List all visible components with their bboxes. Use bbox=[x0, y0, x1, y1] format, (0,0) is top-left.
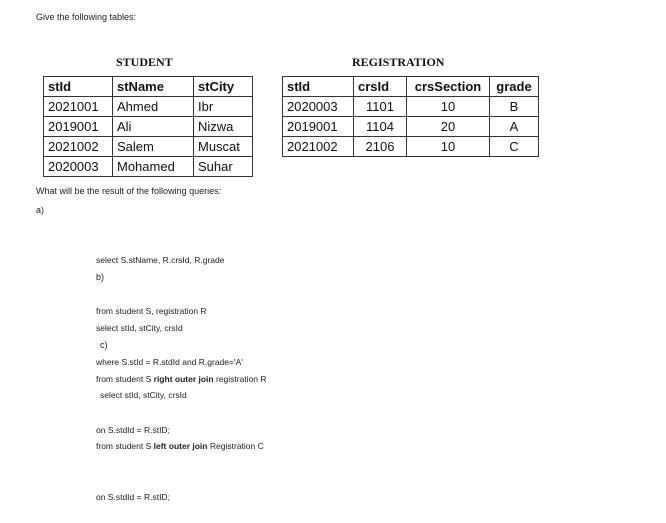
registration-table bbox=[282, 76, 539, 157]
column-header: stId bbox=[283, 77, 354, 97]
query-c-line bbox=[96, 438, 264, 455]
table-cell: 2019001 bbox=[283, 117, 354, 137]
query-c-line-pre: from student S bbox=[96, 441, 154, 451]
query-c bbox=[96, 353, 264, 523]
column-header: stCity bbox=[194, 77, 253, 97]
query-a-line: select S.stName, R.crsId, R.grade bbox=[96, 255, 225, 265]
table-cell: 1104 bbox=[354, 117, 407, 137]
table-cell: Muscat bbox=[194, 137, 253, 157]
registration-table-title: REGISTRATION bbox=[352, 55, 445, 69]
table-cell: A bbox=[490, 117, 539, 137]
query-c-line-post: Registration C bbox=[207, 441, 264, 451]
table-cell: Ibr bbox=[194, 97, 253, 117]
table-row bbox=[283, 97, 539, 117]
column-header: crsId bbox=[354, 77, 407, 97]
intro-text: Give the following tables: bbox=[36, 12, 137, 22]
table-cell: Suhar bbox=[194, 157, 253, 177]
table-row bbox=[283, 137, 539, 157]
table-row bbox=[283, 117, 539, 137]
table-cell: Mohamed bbox=[113, 157, 194, 177]
table-row bbox=[44, 137, 253, 157]
table-cell: 2020003 bbox=[283, 97, 354, 117]
table-cell: 2021001 bbox=[44, 97, 113, 117]
table-cell: 10 bbox=[407, 137, 490, 157]
table-cell: 1101 bbox=[354, 97, 407, 117]
student-table-title: STUDENT bbox=[116, 55, 173, 69]
query-b-join-keyword: right outer join bbox=[153, 374, 214, 384]
table-cell: Salem bbox=[113, 137, 194, 157]
query-c-line: select stId, stCity, crsId bbox=[100, 390, 187, 400]
table-cell: Ali bbox=[113, 117, 194, 137]
question-text: What will be the result of the following queries: bbox=[36, 186, 222, 196]
query-a-line: where S.stId = R.stdId and R.grade='A' bbox=[96, 357, 243, 367]
table-cell: 2020003 bbox=[44, 157, 113, 177]
column-header: stName bbox=[113, 77, 194, 97]
query-b-line: on S.stdId = R.stID; bbox=[96, 425, 170, 435]
query-b-line-pre: from student S bbox=[96, 374, 154, 384]
student-table bbox=[43, 76, 253, 177]
table-cell: Ahmed bbox=[113, 97, 194, 117]
query-a-line: from student S, registration R bbox=[96, 306, 207, 316]
column-header: crsSection bbox=[407, 77, 490, 97]
table-header-row bbox=[283, 77, 539, 97]
table-cell: Nizwa bbox=[194, 117, 253, 137]
table-row bbox=[44, 97, 253, 117]
table-cell: 2021002 bbox=[283, 137, 354, 157]
table-cell: 2106 bbox=[354, 137, 407, 157]
part-c-label: c) bbox=[100, 340, 108, 350]
table-cell: 2021002 bbox=[44, 137, 113, 157]
table-header-row bbox=[44, 77, 253, 97]
part-a-label: a) bbox=[36, 205, 45, 215]
table-cell: 10 bbox=[407, 97, 490, 117]
table-row bbox=[44, 157, 253, 177]
query-c-join-keyword: left outer join bbox=[153, 441, 208, 451]
query-b-line: select stId, stCity, crsId bbox=[96, 323, 183, 333]
query-c-line: on S.stdId = R.stID; bbox=[96, 492, 170, 502]
column-header: stId bbox=[44, 77, 113, 97]
table-row bbox=[44, 117, 253, 137]
table-cell: B bbox=[490, 97, 539, 117]
table-cell: C bbox=[490, 137, 539, 157]
table-cell: 20 bbox=[407, 117, 490, 137]
part-b-label: b) bbox=[96, 272, 105, 282]
table-cell: 2019001 bbox=[44, 117, 113, 137]
column-header: grade bbox=[490, 77, 539, 97]
query-b-line-post: registration R bbox=[213, 374, 267, 384]
